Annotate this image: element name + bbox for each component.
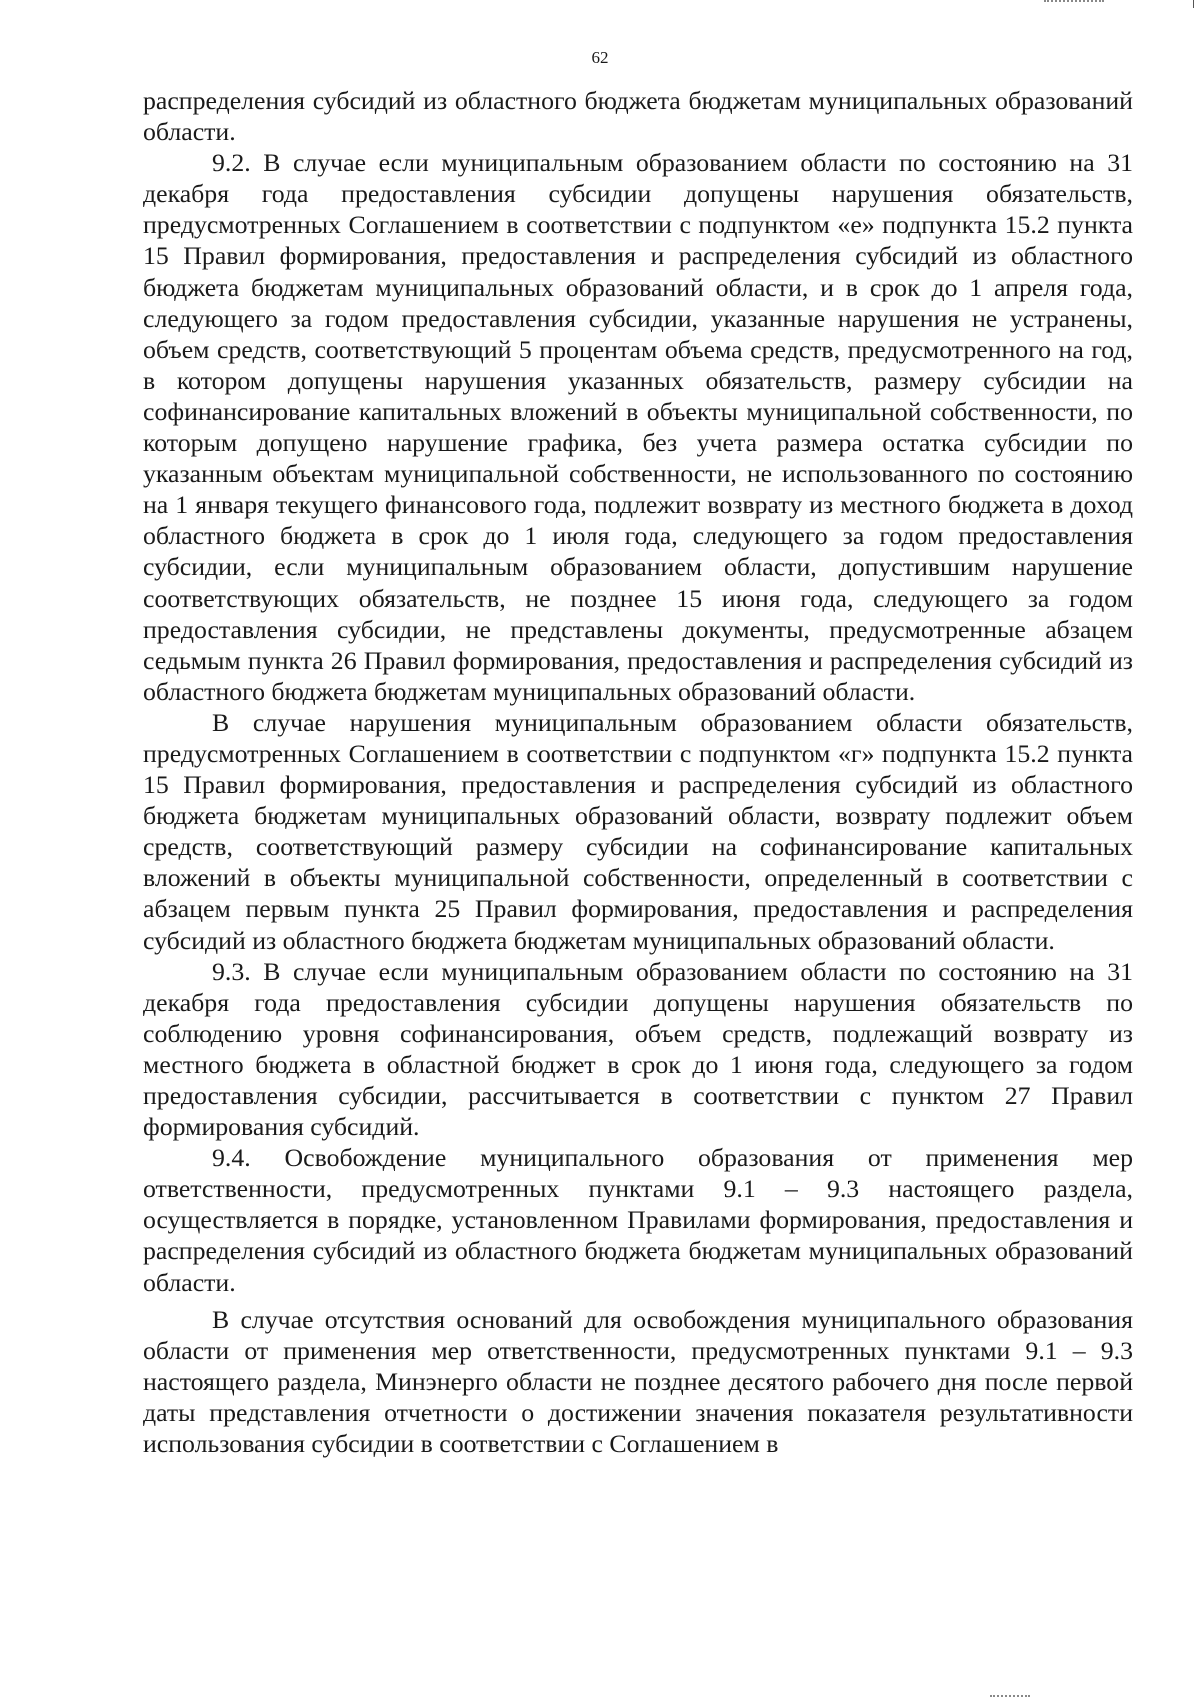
page-number: 62 (591, 48, 609, 67)
paragraph-9-4: 9.4. Освобождение муниципального образования от применения мер ответственности, предусмотренных пунктами 9.1 – 9.3 настоящего раздела, осуществляется в порядке, установленном Правилами формирования, предоставления и распределения субсидий из областного бюджета бюджетам муниципальных образований области. (143, 1143, 1133, 1297)
scan-edge-mark (990, 1692, 1030, 1697)
paragraph-9-2: 9.2. В случае если муниципальным образованием области по состоянию на 31 декабря года предоставления субсидии допущены нарушения обязательств, предусмотренных Соглашением в соответствии с подпунктом «е» подпункта 15.2 пункта 15 Правил формирования, предоставления и распределения субсидий из областного бюджета бюджетам муниципальных образований области, и в срок до 1 апреля года, следующего за годом предоставления субсидии, указанные нарушения не устранены, объем средств, соответствующий 5 процентам объема средств, предусмотренного на год, в котором допущены нарушения указанных обязательств, размеру субсидии на софинансирование капитальных вложений в объекты муниципальной собственности, по которым допущено нарушение графика, без учета размера остатка субсидии по указанным объектам муниципальной собственности, не использованного по состоянию на 1 января текущего финансового года, подлежит возврату из местного бюджета в доход областного бюджета в срок до 1 июля года, следующего за годом предоставления субсидии, если муниципальным образованием области, допустившим нарушение соответствующих обязательств, не позднее 15 июня года, следующего за годом предоставления субсидии, не представлены документы, предусмотренные абзацем седьмым пункта 26 Правил формирования, предоставления и распределения субсидий из областного бюджета бюджетам муниципальных образований области. (143, 148, 1133, 706)
paragraph-9-2-violation: В случае нарушения муниципальным образованием области обязательств, предусмотренных Соглашением в соответствии с подпунктом «г» подпункта 15.2 пункта 15 Правил формирования, предоставления и распределения субсидий из областного бюджета бюджетам муниципальных образований области, возврату подлежит объем средств, соответствующий размеру субсидии на софинансирование капитальных вложений в объекты муниципальной собственности, определенный в соответствии с абзацем первым пункта 25 Правил формирования, предоставления и распределения субсидий из областного бюджета бюджетам муниципальных образований области. (143, 707, 1133, 955)
paragraph-9-3: 9.3. В случае если муниципальным образованием области по состоянию на 31 декабря года предоставления субсидии допущены нарушения обязательств по соблюдению уровня софинансирования, объем средств, подлежащий возврату из местного бюджета в областной бюджет в срок до 1 июня года, следующего за годом предоставления субсидии, рассчитывается в соответствии с пунктом 27 Правил формирования субсидий. (143, 956, 1133, 1142)
scan-edge-mark (1193, 0, 1194, 8)
paragraph-9-4-absence: В случае отсутствия оснований для освобождения муниципального образования области от применения мер ответственности, предусмотренных пунктами 9.1 – 9.3 настоящего раздела, Минэнерго области не позднее десятого рабочего дня после первой даты представления отчетности о достижении значения показателя результативности использования субсидии в соответствии с Соглашением в (143, 1304, 1133, 1459)
scan-edge-mark (1044, 0, 1104, 5)
paragraph-continuation: распределения субсидий из областного бюджета бюджетам муниципальных образований области. (143, 86, 1133, 147)
document-body (143, 85, 1133, 1459)
